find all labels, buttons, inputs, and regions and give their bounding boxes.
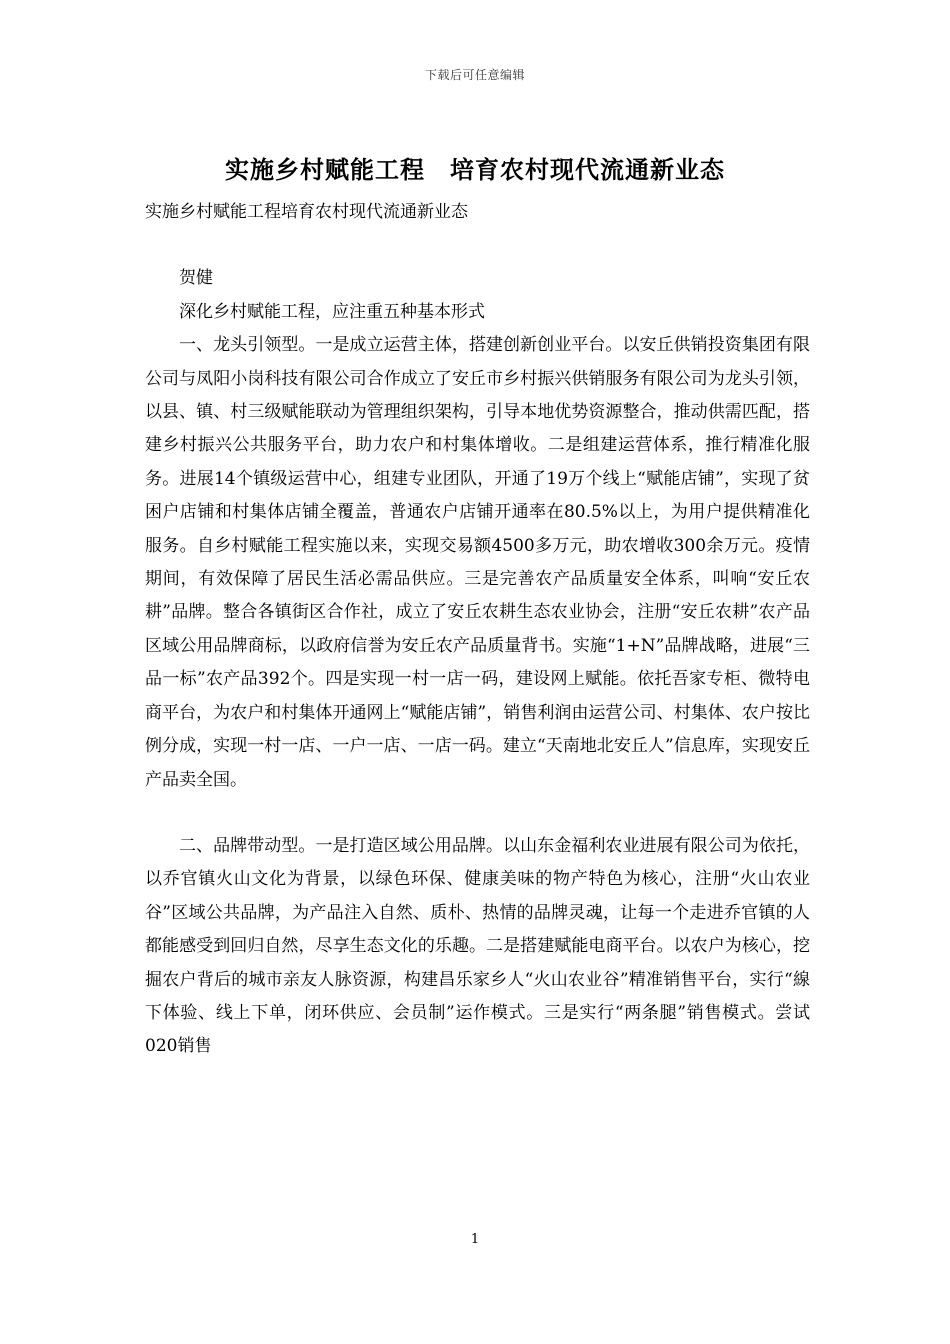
page-number: 1	[470, 1232, 480, 1247]
author-name: 贺健	[179, 268, 213, 289]
blank-line	[145, 229, 810, 262]
document-title: 实施乡村赋能工程 培育农村现代流通新业态	[225, 155, 725, 184]
intro-line: 深化乡村赋能工程，应注重五种基本形式	[179, 301, 485, 322]
header-note: 下载后可任意编辑	[424, 68, 525, 82]
blank-line	[145, 797, 810, 830]
paragraph-1: 一、龙头引领型。一是成立运营主体，搭建创新创业平台。以安丘供销投资集团有限公司与凤阳小岗科技有限公司合作成立了安丘市乡村振兴供销服务有限公司为龙头引领，以县、镇、村三级赋能联动为管理组织架构，引导本地优势资源整合，推动供需匹配，搭建乡村振兴公共服务平台，助力农户和村集体增收。二是组建运营体系，推行精准化服务。进展14个镇级运营中心，组建专业团队，开通了19万个线上“赋能店铺”，实现了贫困户店铺和村集体店铺全覆盖，普通农户店铺开通率在80.5%以上，为用户提供精准化服务。自乡村赋能工程实施以来，实现交易额4500多万元，助农增收300余万元。疫情期间，有效保障了居民生活必需品供应。三是完善农产品质量安全体系，叫响“安丘农耕”品牌。整合各镇街区合作社，成立了安丘农耕生态农业协会，注册“安丘农耕”农产品区域公用品牌商标，以政府信誉为安丘农产品质量背书。实施“1+N”品牌战略，进展“三品一标”农产品392个。四是实现一村一店一码，建设网上赋能。依托吾家专柜、微特电商平台，为农户和村集体开通网上“赋能店铺”，销售利润由运营公司、村集体、农户按比例分成，实现一村一店、一户一店、一店一码。建立“天南地北安丘人”信息库，实现安丘产品卖全国。	[145, 335, 810, 790]
document-body	[145, 196, 810, 1064]
document-subtitle: 实施乡村赋能工程培育农村现代流通新业态	[145, 202, 468, 222]
paragraph-2: 二、品牌带动型。一是打造区域公用品牌。以山东金福利农业进展有限公司为依托，以乔官镇火山文化为背景，以绿色环保、健康美味的物产特色为核心，注册“火山农业谷”区域公共品牌，为产品注入自然、质朴、热情的品牌灵魂，让每一个走进乔官镇的人都能感受到回归自然，尽享生态文化的乐趣。二是搭建赋能电商平台。以农户为核心，挖掘农户背后的城市亲友人脉资源，构建昌乐家乡人“火山农业谷”精准销售平台，实行“線下体验、线上下单，闭环供应、会员制”运作模式。三是实行“两条腿”销售模式。尝试020销售	[145, 835, 810, 1057]
